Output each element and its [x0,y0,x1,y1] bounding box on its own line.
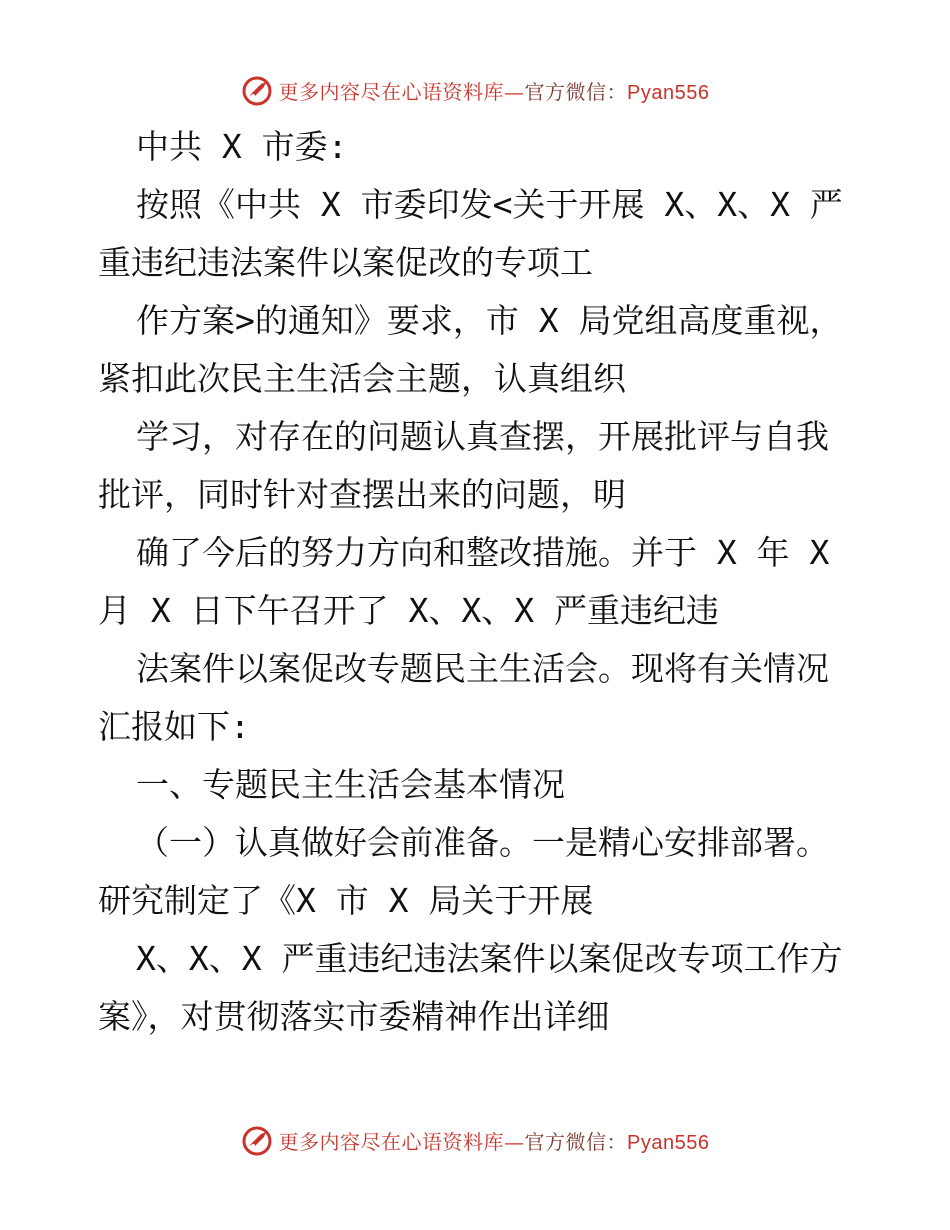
text-line: 中共 X 市委: [136,127,348,166]
text-line: 案》，对贯彻落实市委精神作出详细 [98,997,610,1036]
banner-text: 更多内容尽在心语资料库—官方微信：Pyan556 [278,79,710,104]
logo-icon [241,73,275,107]
text-line: 汇报如下: [98,707,250,746]
text-line: 作方案>的通知》要求，市 X 局党组高度重视， [136,301,843,340]
text-line: 学习，对存在的问题认真查摆，开展批评与自我 [136,417,829,456]
text-line: 法案件以案促改专题民主生活会。现将有关情况 [136,649,829,688]
text-line: 重违纪违法案件以案促改的专项工 [98,243,593,282]
footer-banner [0,1120,950,1160]
text-line: 紧扣此次民主生活会主题，认真组织 [98,359,626,398]
header-banner [0,70,950,110]
banner-text: 更多内容尽在心语资料库—官方微信：Pyan556 [278,1129,710,1154]
text-line: 月 X 日下午召开了 X、X、X 严重违纪违 [98,591,719,630]
text-line: X、X、X 严重违纪违法案件以案促改专项工作方 [136,939,843,978]
text-line: 一、专题民主生活会基本情况 [136,765,565,804]
text-line: 研究制定了《X 市 X 局关于开展 [98,881,594,920]
logo-icon [241,1123,275,1157]
document-body [98,118,858,1046]
text-line: （一）认真做好会前准备。一是精心安排部署。 [136,823,829,862]
text-line: 确了今后的努力方向和整改措施。并于 X 年 X [136,533,830,572]
text-line: 按照《中共 X 市委印发<关于开展 X、X、X 严 [136,185,843,224]
text-line: 批评，同时针对查摆出来的问题，明 [98,475,626,514]
